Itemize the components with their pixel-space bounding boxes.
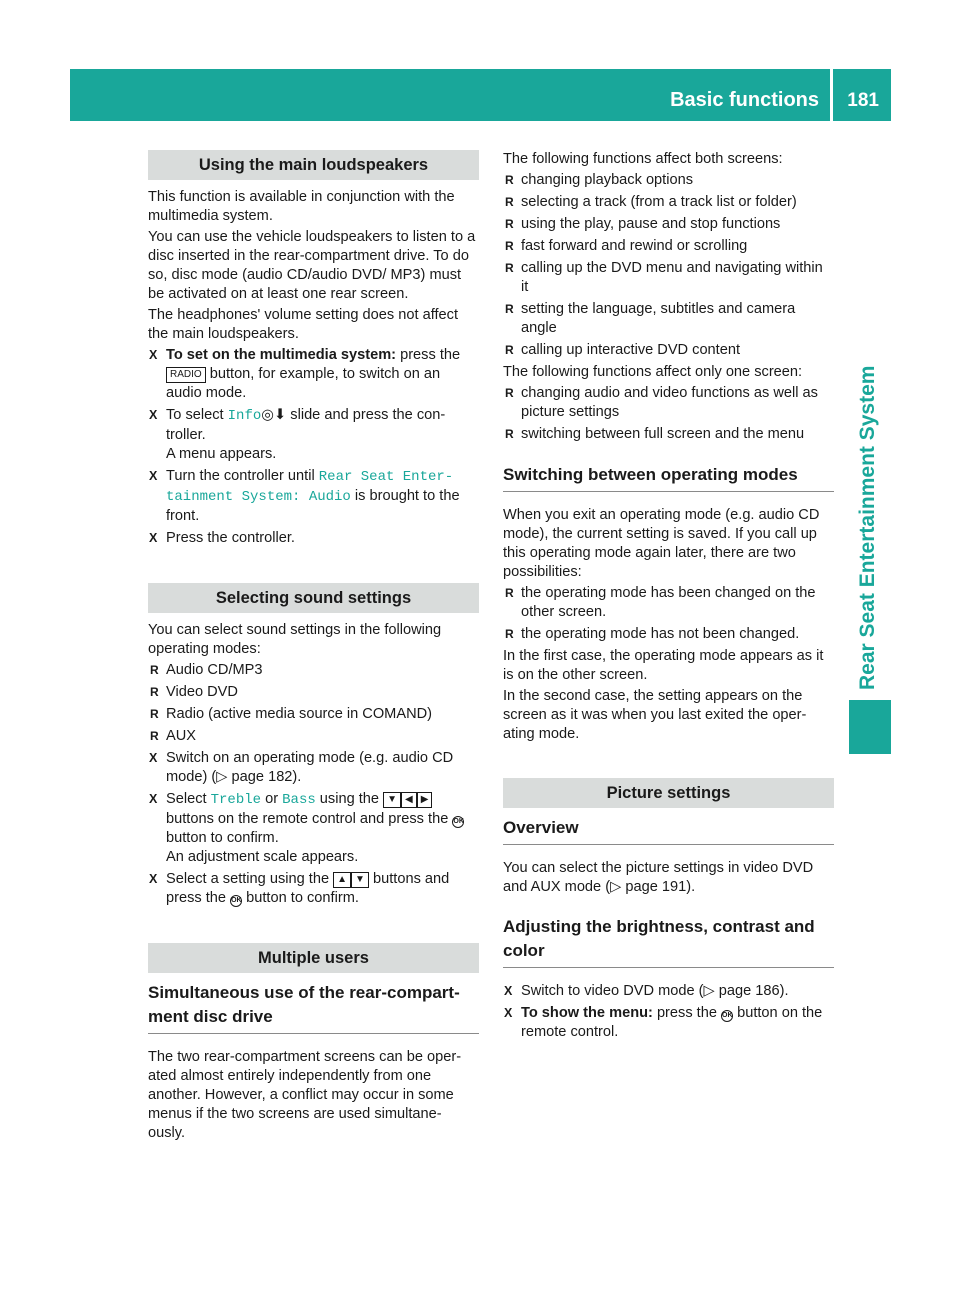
list-item: R fast forward and rewind or scrolling [503,237,834,256]
instruction-step: X To select Info◎⬇ slide and press the con- troller. A menu appears. [148,406,479,464]
list-item: R calling up the DVD menu and navigating within it [503,259,834,297]
list-item: R setting the language, subtitles and camera angle [503,300,834,338]
paragraph: The two rear-compartment screens can be oper- ated almost entirely independently from one another. However, a conflict may occur in some menus if the two screens are used simultane- ously. [148,1049,462,1141]
radio-button-icon: RADIO [166,367,206,383]
instruction-step: X Select Treble or Bass using the ▼ ◀ ▶ buttons on the remote control and press the OK button to confirm. An adjustment scale appears. [148,790,479,867]
ok-button-icon: OK [721,1010,733,1022]
down-arrow-icon: ▼ [383,792,401,808]
paragraph: You can select sound settings in the following operating modes: [148,622,442,657]
list-item: R the operating mode has been changed on the other screen. [503,584,834,622]
instruction-step: X Turn the controller until Rear Seat Enter- tainment System: Audio is brought to the front. [148,467,479,526]
paragraph: The headphones' volume setting does not affect the main loudspeakers. [148,307,459,342]
section-heading-sound: Selecting sound settings [148,583,479,613]
section-heading-multiple-users: Multiple users [148,943,479,973]
list-item: R Radio (active media source in COMAND) [148,705,479,724]
paragraph: In the second case, the setting appears on the screen as it was when you last exited the oper- ating mode. [503,688,807,742]
left-column [148,150,479,1145]
list-item: R using the play, pause and stop functions [503,215,834,234]
right-column [503,150,834,1045]
subheading: Adjusting the brightness, contrast and color [503,915,834,968]
section-heading-loudspeakers: Using the main loudspeakers [148,150,479,180]
instruction-step: X Switch to video DVD mode (▷ page 186). [503,982,834,1001]
paragraph: You can use the vehicle loudspeakers to listen to a disc inserted in the rear-compartment drive. To do so, disc mode (audio CD/audio DVD/ MP3) must be activated on at least one rear screen. [148,229,476,302]
subheading: Switching between operating modes [503,463,834,492]
instruction-step: X To set on the multimedia system: press the RADIO button, for example, to switch on an audio mode. [148,346,479,403]
side-tab-marker [849,700,891,754]
menu-item-bass: Bass [282,792,316,808]
up-arrow-icon: ▲ [333,872,351,888]
instruction-step: X Select a setting using the ▲ ▼ buttons and press the OK button to confirm. [148,870,479,908]
page-header [70,69,891,121]
instruction-step: X To show the menu: press the OK button on the remote control. [503,1004,834,1042]
left-arrow-icon: ◀ [401,792,417,808]
ok-button-icon: OK [452,816,464,828]
subheading: Overview [503,816,834,845]
paragraph: The following functions affect both screens: [503,151,783,167]
menu-item-info: Info [227,408,262,424]
list-item: R selecting a track (from a track list or folder) [503,193,834,212]
list-item: R switching between full screen and the menu [503,425,834,444]
section-title: Basic functions [670,89,819,111]
instruction-step: X Press the controller. [148,529,479,548]
paragraph: In the first case, the operating mode appears as it is on the other screen. [503,648,824,683]
list-item: R changing playback options [503,171,834,190]
menu-item-rse-audio: Rear Seat Enter- tainment System: Audio [166,469,454,505]
subheading: Simultaneous use of the rear-compart- ment disc drive [148,981,479,1034]
paragraph: This function is available in conjunction with the multimedia system. [148,189,455,224]
instruction-step: X Switch on an operating mode (e.g. audio CD mode) (▷ page 182). [148,749,479,787]
right-arrow-icon: ▶ [417,792,433,808]
ok-button-icon: OK [230,895,242,907]
page-number: 181 [847,90,879,111]
list-item: R the operating mode has not been changed. [503,625,834,644]
paragraph: The following functions affect only one screen: [503,364,803,380]
section-heading-picture: Picture settings [503,778,834,808]
list-item: R Video DVD [148,683,479,702]
list-item: R calling up interactive DVD content [503,341,834,360]
paragraph: When you exit an operating mode (e.g. audio CD mode), the current setting is saved. If you call up this operating mode again later, there are two possibilities: [503,507,820,580]
list-item: R AUX [148,727,479,746]
list-item: R changing audio and video functions as well as picture settings [503,384,834,422]
list-item: R Audio CD/MP3 [148,661,479,680]
header-divider [830,69,833,121]
side-chapter-label: Rear Seat Entertainment System [856,365,879,690]
controller-slide-icon: ◎⬇ [261,407,287,423]
paragraph: You can select the picture settings in video DVD and AUX mode (▷ page 191). [503,860,814,895]
down-arrow-icon: ▼ [351,872,369,888]
menu-item-treble: Treble [210,792,262,808]
